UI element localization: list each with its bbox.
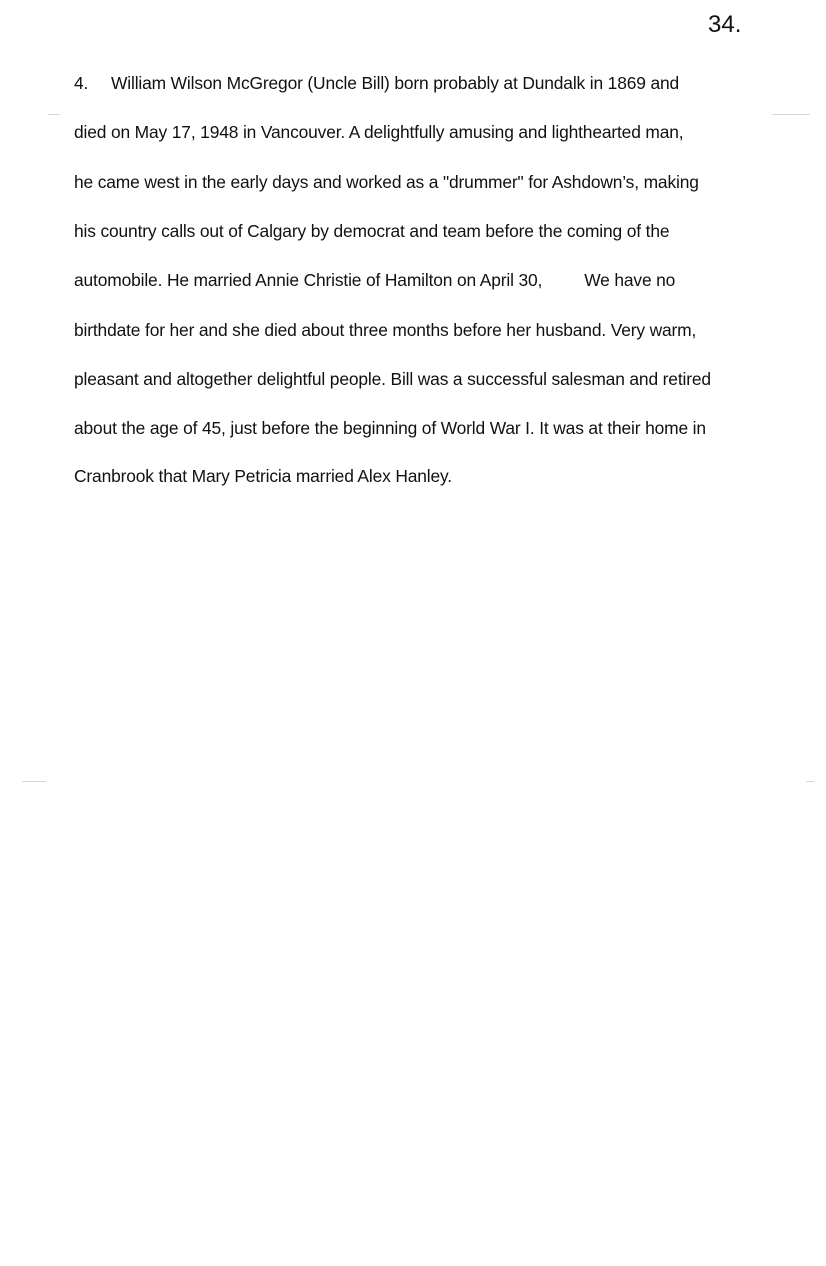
entry-number: 4. <box>74 73 89 93</box>
scan-edge-mark <box>48 114 60 115</box>
text-line: Cranbrook that Mary Petricia married Alex Hanley. <box>74 466 452 486</box>
text-line: about the age of 45, just before the beginning of World War I. It was at their home in <box>74 418 706 438</box>
text-line: died on May 17, 1948 in Vancouver. A delightfully amusing and lighthearted man, <box>74 122 684 142</box>
scan-edge-mark <box>806 781 814 782</box>
line-continuation: We have no <box>584 270 676 290</box>
line-text: automobile. He married Annie Christie of Hamilton on April 30, <box>74 270 543 290</box>
text-line: pleasant and altogether delightful people. Bill was a successful salesman and retired <box>74 369 711 389</box>
text-line <box>74 70 679 96</box>
line-text: William Wilson McGregor (Uncle Bill) born probably at Dundalk in 1869 and <box>111 73 680 93</box>
text-line: he came west in the early days and worked as a "drummer" for Ashdown’s, making <box>74 172 699 192</box>
text-line <box>74 267 675 293</box>
text-line: his country calls out of Calgary by democrat and team before the coming of the <box>74 221 670 241</box>
scan-edge-mark <box>772 114 810 115</box>
scan-edge-mark <box>22 781 46 782</box>
text-line: birthdate for her and she died about three months before her husband. Very warm, <box>74 320 697 340</box>
page-number: 34. <box>708 11 742 38</box>
